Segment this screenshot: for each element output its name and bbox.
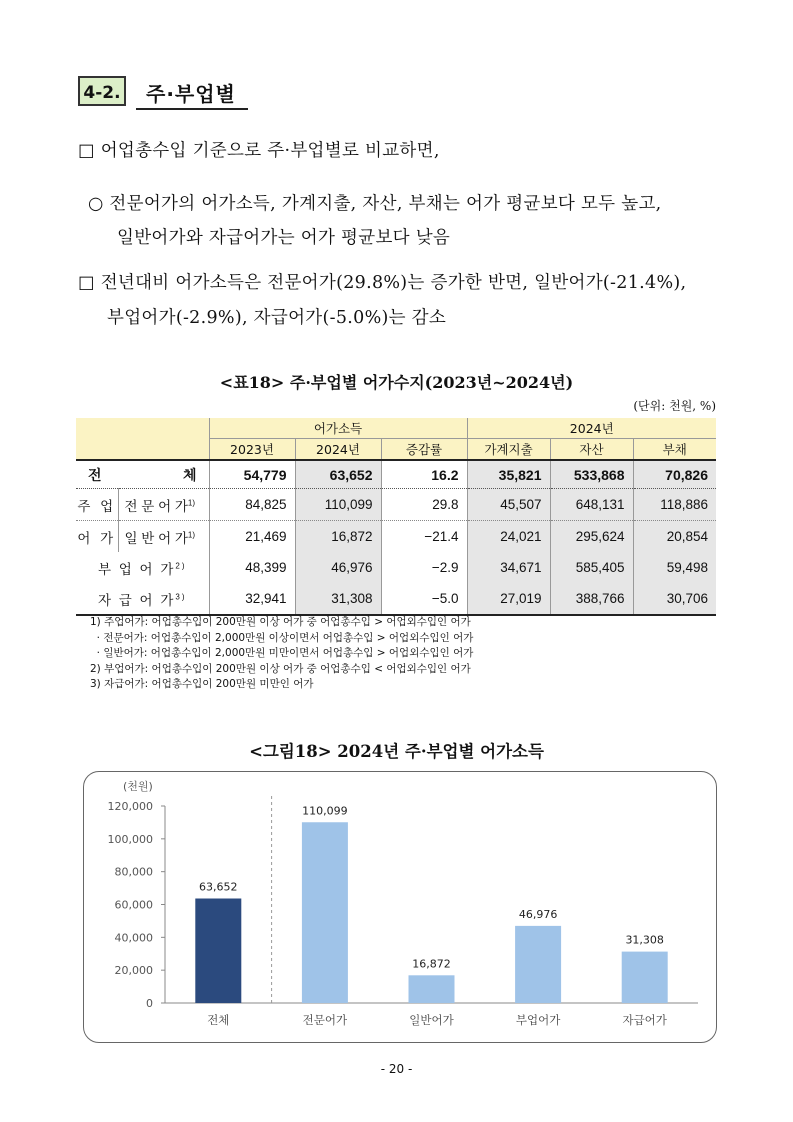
x-tick-label: 전체 [207, 1013, 230, 1027]
bar [515, 926, 561, 1003]
table-note: · 일반어가: 어업총수입이 2,000만원 미만이면서 어업총수입 > 어업외수입인 어가 [90, 647, 474, 659]
table-cell: 27,019 [467, 583, 550, 615]
row-label [118, 489, 209, 521]
table-cell: 21,469 [209, 521, 295, 553]
table-cell: 16,872 [295, 521, 381, 553]
y-tick-label: 40,000 [114, 931, 153, 945]
x-tick-label: 부업어가 [515, 1013, 561, 1027]
x-tick-label: 일반어가 [409, 1013, 454, 1027]
header-cell: 증감률 [381, 439, 467, 461]
paragraph-3-line-1: □ 전년대비 어가소득은 전문어가(29.8%)는 증가한 반면, 일반어가(-21.4%), [78, 273, 687, 293]
row-label [118, 521, 209, 553]
row-group-main-a: 주 업 [76, 489, 118, 521]
figure-title: <그림18> 2024년 주·부업별 어가소득 [249, 742, 544, 761]
header-cell: 가계지출 [467, 439, 550, 461]
y-tick-label: 60,000 [114, 898, 153, 912]
y-tick-label: 120,000 [107, 800, 153, 813]
table-cell: 84,825 [209, 489, 295, 521]
table-row [76, 552, 716, 583]
table-cell: 32,941 [209, 583, 295, 615]
table-cell: 63,652 [295, 460, 381, 489]
row-label [76, 583, 209, 615]
table-cell: 295,624 [550, 521, 633, 553]
bar-value-label: 31,308 [625, 933, 664, 947]
table-cell: 70,826 [633, 460, 716, 489]
section-number: 4-2. [78, 76, 126, 106]
table-cell: 388,766 [550, 583, 633, 615]
header-cell: 2023년 [209, 439, 295, 461]
row-label-text: 전 문 어 가 [124, 498, 188, 514]
table-cell: 16.2 [381, 460, 467, 489]
table-title: <표18> 주·부업별 어가수지(2023년~2024년) [219, 373, 574, 392]
table-note: · 전문어가: 어업총수입이 2,000만원 이상이면서 어업총수입 > 어업외수입인 어가 [90, 631, 474, 644]
row-label-total [76, 460, 209, 489]
table-header-row-1 [76, 418, 716, 439]
table-row-total [76, 460, 716, 489]
row-note: 3) [175, 592, 187, 601]
chart-unit-label: (천원) [123, 780, 153, 793]
table-cell: −5.0 [381, 583, 467, 615]
table-cell: 54,779 [209, 460, 295, 489]
header-group-income: 어가소득 [209, 418, 467, 439]
table-corner [76, 418, 209, 460]
bar [622, 952, 668, 1003]
table-cell: 20,854 [633, 521, 716, 553]
page-number: - 20 - [380, 1062, 413, 1076]
bar-chart [83, 771, 717, 1043]
row-label [76, 552, 209, 583]
bar-value-label: 46,976 [518, 907, 558, 921]
row-note: 1) [187, 530, 196, 539]
table-note: 3) 자급어가: 어업총수입이 200만원 미만인 어가 [90, 678, 314, 690]
table-cell: −21.4 [381, 521, 467, 553]
row-label-text: 일 반 어 가 [124, 530, 188, 546]
row-label-text: 부 업 어 가 [97, 561, 176, 577]
table-row [76, 489, 716, 521]
table-row [76, 521, 716, 553]
total-label-a: 전 [88, 466, 102, 483]
table-cell: 35,821 [467, 460, 550, 489]
bar-value-label: 110,099 [302, 804, 348, 818]
header-cell: 자산 [550, 439, 633, 461]
section-title: 주·부업별 [146, 82, 236, 106]
bar [195, 899, 241, 1003]
row-group-main-b: 어 가 [76, 521, 118, 553]
table-cell: 533,868 [550, 460, 633, 489]
table-cell: 31,308 [295, 583, 381, 615]
x-tick-label: 자급어가 [622, 1013, 667, 1027]
x-tick-label: 전문어가 [302, 1013, 348, 1027]
y-tick-label: 100,000 [107, 832, 153, 846]
table-cell: 30,706 [633, 583, 716, 615]
row-note: 2) [175, 561, 187, 570]
table-cell: 29.8 [381, 489, 467, 521]
table-cell: 110,099 [295, 489, 381, 521]
table-cell: −2.9 [381, 552, 467, 583]
header-group-2024: 2024년 [467, 418, 716, 439]
table-note: 2) 부업어가: 어업총수입이 200만원 이상 어가 중 어업총수입 < 어업외수입인 어가 [90, 662, 471, 675]
paragraph-3-line-2: 부업어가(-2.9%), 자급어가(-5.0%)는 감소 [107, 308, 447, 328]
bar-value-label: 16,872 [412, 957, 451, 971]
section-underline [136, 108, 248, 110]
header-cell: 2024년 [295, 439, 381, 461]
table-cell: 45,507 [467, 489, 550, 521]
bar [302, 822, 348, 1003]
table-cell: 59,498 [633, 552, 716, 583]
table-cell: 24,021 [467, 521, 550, 553]
table-notes [90, 615, 473, 693]
row-label-text: 자 급 어 가 [97, 592, 176, 608]
total-label-b: 체 [182, 466, 197, 483]
row-note: 1) [187, 498, 196, 507]
table-cell: 118,886 [633, 489, 716, 521]
table-cell: 34,671 [467, 552, 550, 583]
bar [409, 975, 455, 1003]
table-cell: 648,131 [550, 489, 633, 521]
bar-value-label: 63,652 [199, 880, 238, 894]
paragraph-1: □ 어업총수입 기준으로 주·부업별로 비교하면, [78, 141, 440, 161]
table-cell: 585,405 [550, 552, 633, 583]
table-unit: (단위: 천원, %) [633, 399, 716, 413]
y-tick-label: 80,000 [114, 865, 153, 879]
table-cell: 46,976 [295, 552, 381, 583]
y-tick-label: 20,000 [114, 964, 153, 978]
header-cell: 부채 [633, 439, 716, 461]
table-row [76, 583, 716, 615]
table-note: 1) 주업어가: 어업총수입이 200만원 이상 어가 중 어업총수입 > 어업외수입인 어가 [90, 616, 471, 628]
paragraph-2-line-1: ○ 전문어가의 어가소득, 가계지출, 자산, 부채는 어가 평균보다 모두 높고, [88, 194, 662, 214]
table-cell: 48,399 [209, 552, 295, 583]
y-tick-label: 0 [146, 997, 153, 1010]
income-table [76, 418, 716, 616]
paragraph-2-line-2: 일반어가와 자급어가는 어가 평균보다 낮음 [117, 228, 451, 248]
